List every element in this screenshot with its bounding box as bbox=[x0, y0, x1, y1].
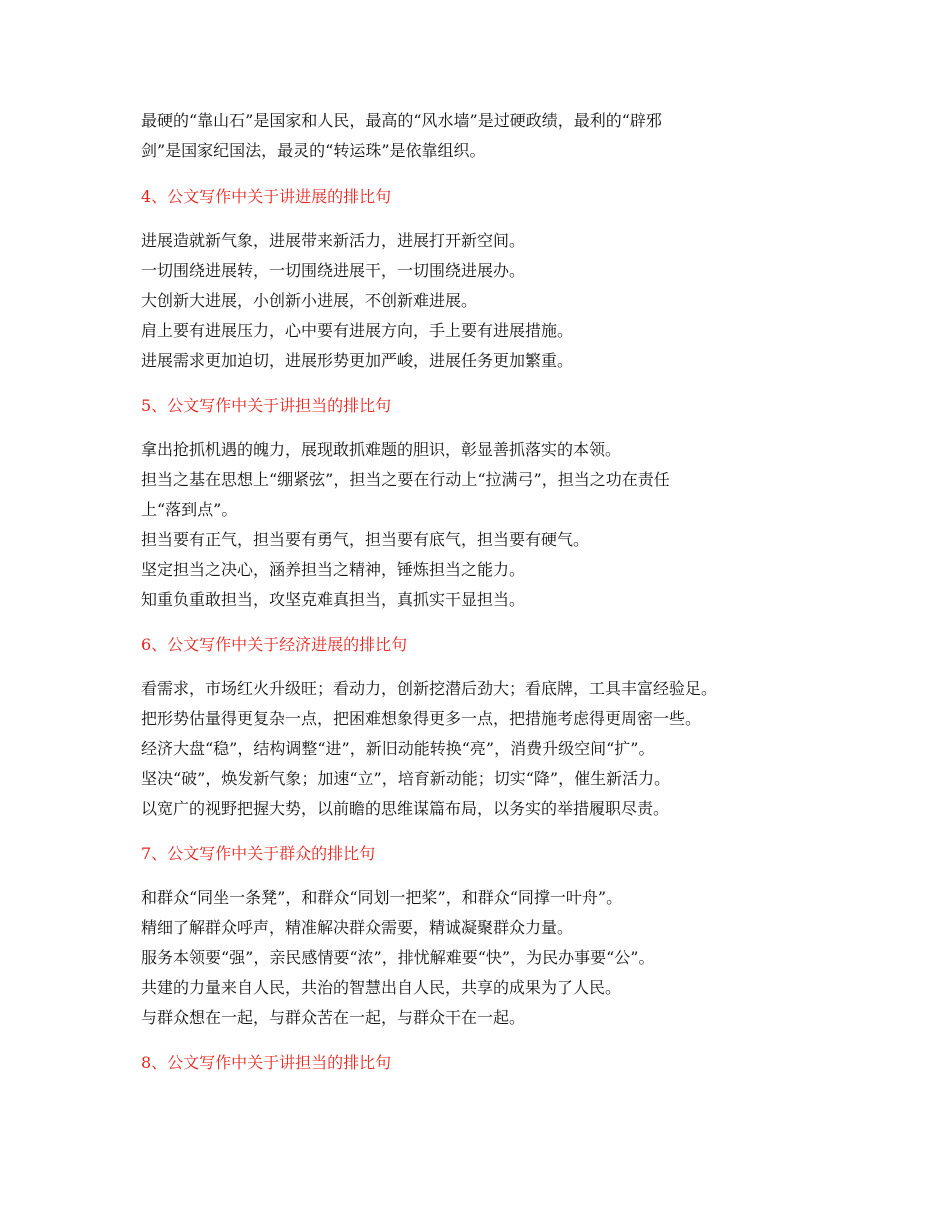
intro-line: 剑”是国家纪国法，最灵的“转运珠”是依靠组织。 bbox=[141, 141, 486, 160]
section-heading-7: 7、公文写作中关于群众的排比句 bbox=[141, 844, 376, 863]
section-body-6 bbox=[141, 674, 791, 824]
sentence-line: 和群众“同坐一条凳”，和群众“同划一把桨”，和群众“同撑一叶舟”。 bbox=[141, 888, 623, 907]
section-heading-5: 5、公文写作中关于讲担当的排比句 bbox=[141, 396, 392, 415]
section-body-7 bbox=[141, 883, 791, 1033]
sentence-line: 以宽广的视野把握大势，以前瞻的思维谋篇布局，以务实的举措履职尽责。 bbox=[141, 799, 670, 818]
sentence-line: 一切围绕进展转，一切围绕进展干，一切围绕进展办。 bbox=[141, 261, 526, 280]
sentence-line: 把形势估量得更复杂一点，把困难想象得更多一点，把措施考虑得更周密一些。 bbox=[141, 709, 702, 728]
sentence-line: 大创新大进展，小创新小进展，不创新难进展。 bbox=[141, 291, 478, 310]
sentence-line: 坚决“破”，焕发新气象；加速“立”，培育新动能；切实“降”，催生新活力。 bbox=[141, 769, 671, 788]
sentence-line: 看需求，市场红火升级旺；看动力，创新挖潜后劲大；看底牌，工具丰富经验足。 bbox=[141, 679, 718, 698]
sentence-line: 进展造就新气象，进展带来新活力，进展打开新空间。 bbox=[141, 231, 526, 250]
sentence-line: 与群众想在一起，与群众苦在一起，与群众干在一起。 bbox=[141, 1008, 526, 1027]
section-heading-4: 4、公文写作中关于讲进展的排比句 bbox=[141, 187, 392, 206]
sentence-line: 上“落到点”。 bbox=[141, 500, 238, 519]
section-heading-8: 8、公文写作中关于讲担当的排比句 bbox=[141, 1053, 392, 1072]
sentence-line: 知重负重敢担当，攻坚克难真担当，真抓实干显担当。 bbox=[141, 590, 526, 609]
sentence-line: 肩上要有进展压力，心中要有进展方向，手上要有进展措施。 bbox=[141, 321, 574, 340]
section-body-4 bbox=[141, 226, 791, 376]
intro-line: 最硬的“靠山石”是国家和人民，最高的“风水墙”是过硬政绩，最利的“辟邪 bbox=[141, 111, 662, 130]
intro-paragraph bbox=[141, 106, 791, 166]
sentence-line: 服务本领要“强”，亲民感情要“浓”，排忧解难要“快”，为民办事要“公”。 bbox=[141, 948, 655, 967]
section-body-5 bbox=[141, 435, 791, 615]
sentence-line: 拿出抢抓机遇的魄力，展现敢抓难题的胆识，彰显善抓落实的本领。 bbox=[141, 440, 622, 459]
sentence-line: 担当之基在思想上“绷紧弦”，担当之要在行动上“拉满弓”，担当之功在责任 bbox=[141, 470, 670, 489]
sentence-line: 精细了解群众呼声，精准解决群众需要，精诚凝聚群众力量。 bbox=[141, 918, 574, 937]
sentence-line: 经济大盘“稳”，结构调整“进”，新旧动能转换“亮”，消费升级空间“扩”。 bbox=[141, 739, 655, 758]
sentence-line: 进展需求更加迫切，进展形势更加严峻，进展任务更加繁重。 bbox=[141, 351, 574, 370]
section-heading-6: 6、公文写作中关于经济进展的排比句 bbox=[141, 635, 408, 654]
document-page bbox=[141, 106, 791, 1092]
sentence-line: 坚定担当之决心，涵养担当之精神，锤炼担当之能力。 bbox=[141, 560, 526, 579]
sentence-line: 共建的力量来自人民，共治的智慧出自人民，共享的成果为了人民。 bbox=[141, 978, 622, 997]
sentence-line: 担当要有正气，担当要有勇气，担当要有底气，担当要有硬气。 bbox=[141, 530, 590, 549]
